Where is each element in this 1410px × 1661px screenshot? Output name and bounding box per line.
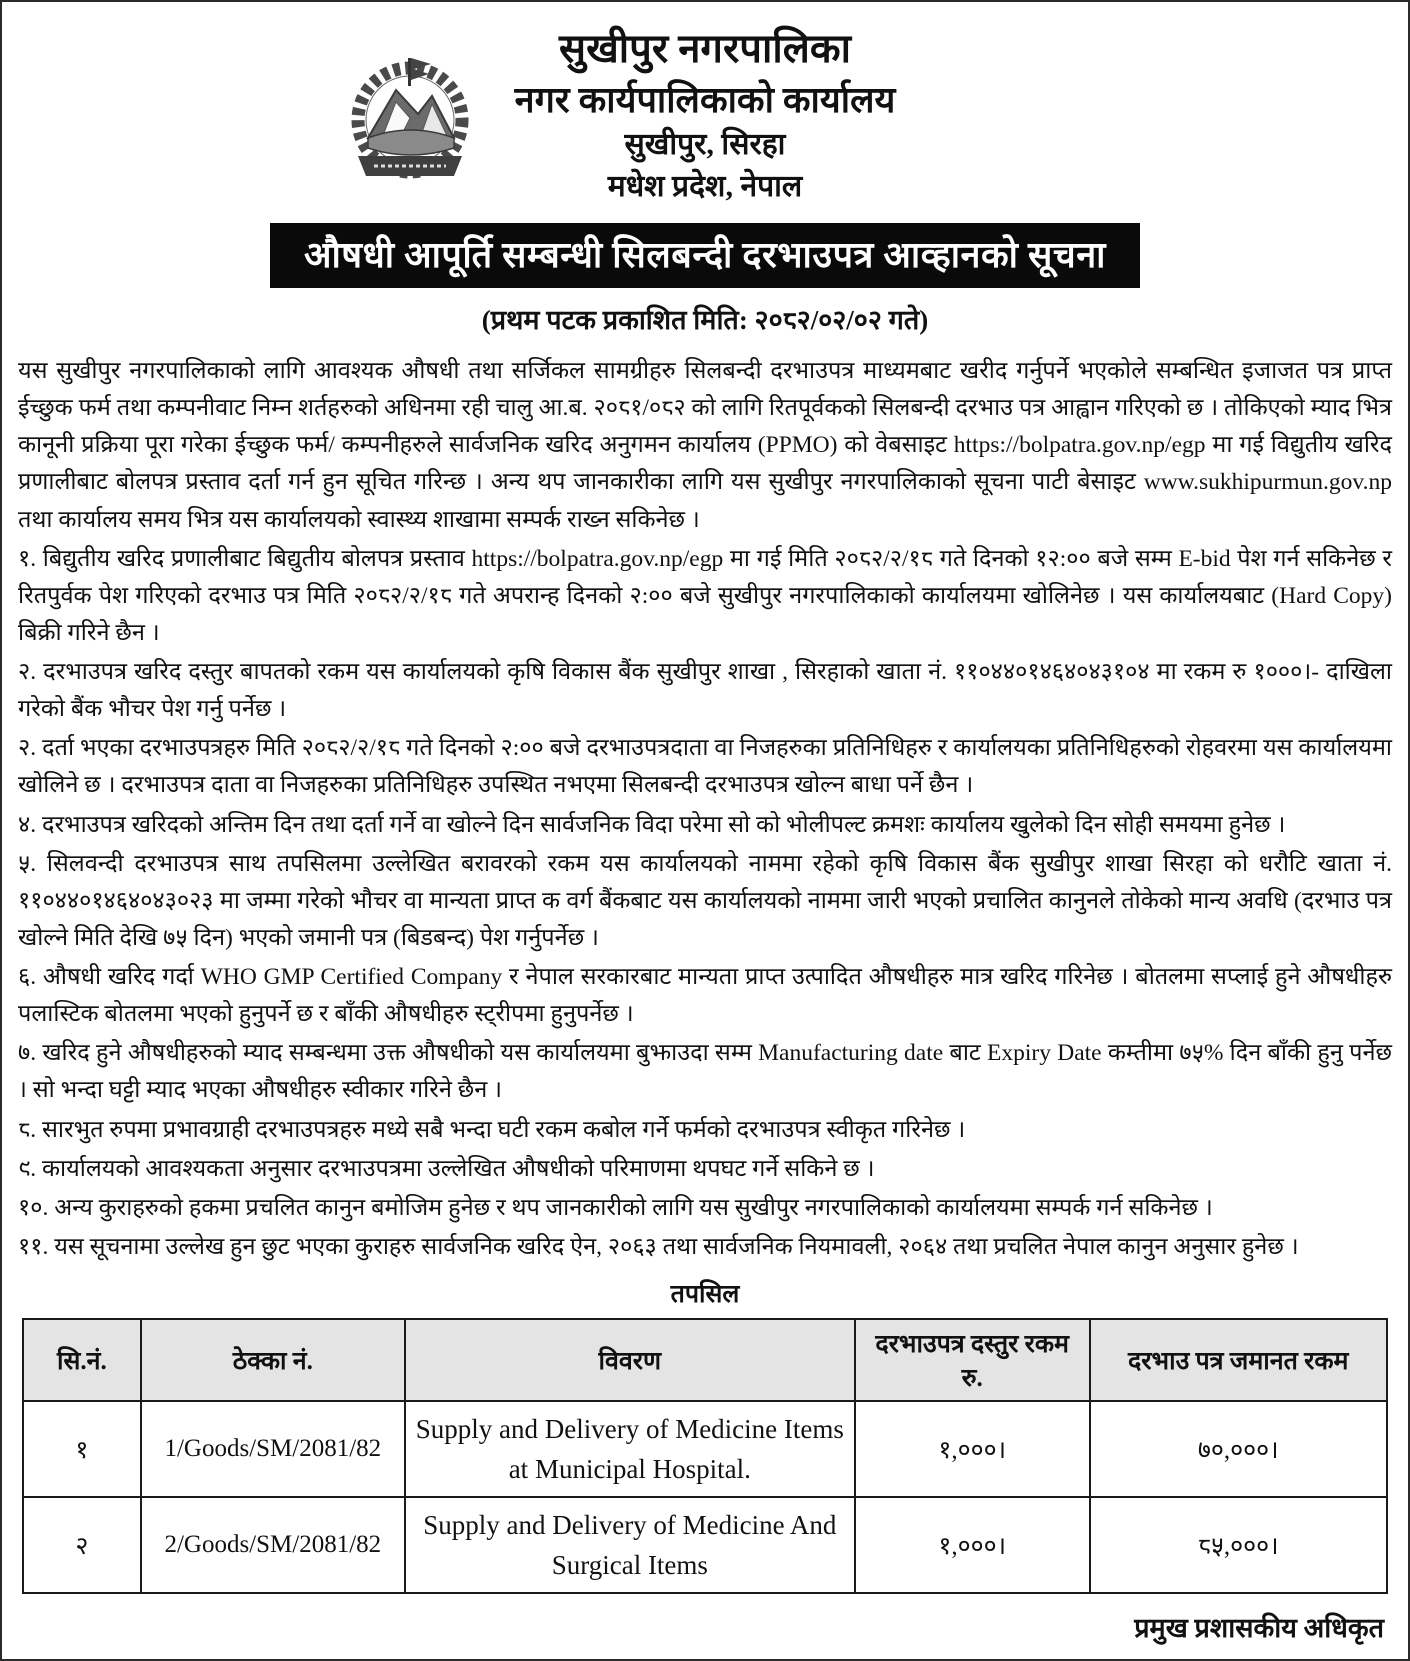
cell-contract-no: 1/Goods/SM/2081/82 <box>141 1401 405 1497</box>
nepal-government-emblem-icon <box>336 52 484 192</box>
cell-contract-no: 2/Goods/SM/2081/82 <box>141 1497 405 1593</box>
province-line: मधेश प्रदेश, नेपाल <box>607 170 803 203</box>
term-item-2: २. दरभाउपत्र खरिद दस्तुर बापतको रकम यस कार्यालयको कृषि विकास बैंक सुखीपुर शाखा , सिरहाको खाता नं. ११०४४०१४६४०४३१०४ मा रकम रु १०००।- दाखिला गरेको बैंक भौचर पेश गर्नु पर्नेछ । <box>18 659 1392 723</box>
table-row <box>23 1497 1387 1593</box>
term-item-11: ११. यस सूचनामा उल्लेख हुन छुट भएका कुराहरु सार्वजनिक खरिद ऐन, २०६३ तथा सार्वजनिक नियमावली, २०६४ तथा प्रचलित नेपाल कानुन अनुसार हुनेछ । <box>18 1233 1299 1260</box>
table-header-row <box>23 1319 1387 1401</box>
term-item-5: ५. सिलवन्दी दरभाउपत्र साथ तपसिलमा उल्लेखित बरावरको रकम यस कार्यालयको नाममा रहेको कृषि विकास बैंक सुखीपुर शाखा सिरहा को धरौटि खाता नं. ११०४४०१४६४०४३०२३ मा जम्मा गरेको भौचर वा मान्यता प्राप्त क वर्ग बैंकबाट यस कार्यालयको नाममा जारी भएको प्रचालित कानुनले तोकेको मान्य अवधि (दरभाउ पत्र खोल्ने मिति देखि ७५ दिन) भएको जमानी पत्र (बिडबन्द) पेश गर्नुपर्नेछ । <box>18 850 1392 951</box>
signatory-title: प्रमुख प्रशासकीय अधिकृत <box>1134 1613 1384 1643</box>
municipality-name: सुखीपुर नगरपालिका <box>559 26 851 71</box>
term-item-10: १०. अन्य कुराहरुको हकमा प्रचलित कानुन बमोजिम हुनेछ र थप जानकारीको लागि यस सुखीपुर नगरपालिकाको कार्यालयमा सम्पर्क गर्न सकिनेछ । <box>18 1194 1213 1221</box>
table-title: तपसिल <box>670 1281 740 1308</box>
term-item-9: ९. कार्यालयको आवश्यकता अनुसार दरभाउपत्रमा उल्लेखित औषधीको परिमाणमा थपघट गर्ने सकिने छ । <box>18 1155 875 1182</box>
term-item-6: ६. औषधी खरिद गर्दा WHO GMP Certified Company र नेपाल सरकारबाट मान्यता प्राप्त उत्पादित औषधीहरु मात्र खरिद गरिनेछ । बोतलमा सप्लाई हुने औषधीहरु पलास्टिक बोतलमा भएको हुनुपर्ने छ र बाँकी औषधीहरु स्ट्रीपमा हुनुपर्नेछ । <box>18 964 1392 1028</box>
cell-fee: १,०००। <box>855 1401 1090 1497</box>
term-item-8: ८. सारभुत रुपमा प्रभावग्राही दरभाउपत्रहरु मध्ये सबै भन्दा घटी रकम कबोल गर्ने फर्मको दरभाउपत्र स्वीकृत गरिनेछ । <box>18 1116 966 1143</box>
term-item-7: ७. खरिद हुने औषधीहरुको म्याद सम्बन्धमा उक्त औषधीको यस कार्यालयमा बुझाउदा सम्म Manufacturing date बाट Expiry Date कम्तीमा ७५% दिन बाँकी हुनु पर्नेछ । सो भन्दा घट्टी म्याद भएका औषधीहरु स्वीकार गरिने छैन । <box>18 1040 1392 1104</box>
term-item-3: २. दर्ता भएका दरभाउपत्रहरु मिति २०८२/२/१८ गते दिनको २:०० बजे दरभाउपत्रदाता वा निजहरुका प्रतिनिधिहरु र कार्यालयका प्रतिनिधिहरुको रोहवरमा यस कार्यालयमा खोलिने छ । दरभाउपत्र दाता वा निजहरुका प्रतिनिधिहरु उपस्थित नभएमा सिलबन्दी दरभाउपत्र खोल्न बाधा पर्ने छैन । <box>18 735 1392 799</box>
cell-deposit: ८५,०००। <box>1090 1497 1387 1593</box>
term-item-1: १. बिद्युतीय खरिद प्रणालीबाट बिद्युतीय बोलपत्र प्रस्ताव https://bolpatra.gov.np/egp मा गई मिति २०८२/२/१८ गते दिनको १२:०० बजे सम्म E-bid पेश गर्न सकिनेछ र रितपुर्वक पेश गरिएको दरभाउ पत्र मिति २०८२/२/१८ गते अपरान्ह दिनको २:०० बजे सुखीपुर नगरपालिकाको कार्यालयमा खोलिनेछ । यस कार्यालयबाट (Hard Copy) बिक्री गरिने छैन । <box>18 545 1392 646</box>
table-row <box>23 1401 1387 1497</box>
notice-body <box>18 353 1392 1266</box>
cell-description: Supply and Delivery of Medicine Items at Municipal Hospital. <box>405 1401 855 1497</box>
publication-date: (प्रथम पटक प्रकाशित मिति: २०८२/०२/०२ गते) <box>481 305 929 335</box>
notice-title: औषधी आपूर्ति सम्बन्धी सिलबन्दी दरभाउपत्र आव्हानको सूचना <box>270 223 1140 288</box>
cell-deposit: ७०,०००। <box>1090 1401 1387 1497</box>
office-name: नगर कार्यपालिकाको कार्यालय <box>514 80 896 120</box>
header-serial-no: सि.नं. <box>23 1319 141 1401</box>
office-address: सुखीपुर, सिरहा <box>624 128 786 161</box>
tender-table <box>22 1318 1388 1594</box>
header-fee: दरभाउपत्र दस्तुर रकम रु. <box>855 1319 1090 1401</box>
cell-serial-no: १ <box>23 1401 141 1497</box>
letterhead <box>18 12 1392 205</box>
header-contract-no: ठेक्का नं. <box>141 1319 405 1401</box>
banner-wrap <box>18 223 1392 288</box>
cell-description: Supply and Delivery of Medicine And Surgical Items <box>405 1497 855 1593</box>
cell-fee: १,०००। <box>855 1497 1090 1593</box>
header-description: विवरण <box>405 1319 855 1401</box>
header-deposit: दरभाउ पत्र जमानत रकम <box>1090 1319 1387 1401</box>
intro-paragraph: यस सुखीपुर नगरपालिकाको लागि आवश्यक औषधी तथा सर्जिकल सामग्रीहरु सिलबन्दी दरभाउपत्र माध्यमबाट खरीद गर्नुपर्ने भएकोले सम्बन्धित इजाजत पत्र प्राप्त ईच्छुक फर्म तथा कम्पनीवाट निम्न शर्तहरुको अधिनमा रही चालु आ.ब. २०८१/०८२ को लागि रितपूर्वकको सिलबन्दी दरभाउ पत्र आह्वान गरिएको छ । तोकिएको म्याद भित्र कानूनी प्रक्रिया पूरा गरेका ईच्छुक फर्म/ कम्पनीहरुले सार्वजनिक खरिद अनुगमन कार्यालय (PPMO) को वेबसाइट https://bolpatra.gov.np/egp मा गई विद्युतीय खरिद प्रणालीबाट बोलपत्र प्रस्ताव दर्ता गर्न हुन सूचित गरिन्छ । अन्य थप जानकारीका लागि यस सुखीपुर नगरपालिकाको सूचना पाटी बेसाइट www.sukhipurmun.gov.np तथा कार्यालय समय भित्र यस कार्यालयको स्वास्थ्य शाखामा सम्पर्क राख्न सकिनेछ । <box>18 358 1392 533</box>
term-item-4: ४. दरभाउपत्र खरिदको अन्तिम दिन तथा दर्ता गर्ने वा खोल्ने दिन सार्वजनिक विदा परेमा सो को भोलीपल्ट क्रमशः कार्यालय खुलेको दिन सोही समयमा हुनेछ । <box>18 811 1286 838</box>
cell-serial-no: २ <box>23 1497 141 1593</box>
